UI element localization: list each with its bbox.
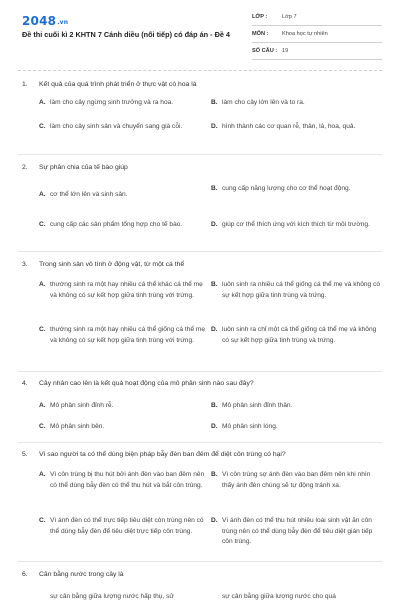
option-letter: C. — [39, 123, 46, 130]
question-text: Cây nhân cao lên là kết quả hoạt động của mô phân sinh nào sau đây? — [39, 380, 254, 387]
meta-row-subject — [252, 29, 382, 43]
question-separator — [18, 561, 382, 562]
question-separator — [18, 251, 382, 252]
option-letter: A. — [39, 281, 46, 288]
option-text: luôn sinh ra nhiều cá thể giống cá thể mẹ và không có sự kết hợp giữa tinh trùng và trứng. — [222, 281, 380, 299]
site-logo[interactable] — [22, 14, 68, 28]
header-divider — [18, 70, 382, 71]
logo-text: 2048 — [22, 14, 57, 28]
option-letter: C. — [39, 423, 46, 430]
option-letter: C. — [39, 517, 46, 524]
option-text: thường sinh ra một hay nhiều cá thể giống cá thể mẹ và không có sự kết hợp giữa tinh trùng với trứng. — [50, 326, 205, 344]
option-text: thường sinh ra một hay nhiều cá thể khác cá thể mẹ và không có sự kết hợp giữa tinh trùng với trứng. — [50, 281, 203, 299]
meta-value: Khoa học tự nhiên — [282, 31, 328, 37]
question-1 — [22, 80, 382, 130]
option-letter: A. — [39, 99, 46, 106]
question-4 — [22, 379, 382, 430]
question-stem — [22, 80, 382, 90]
question-stem — [22, 379, 382, 389]
meta-row-grade — [252, 12, 382, 26]
option-letter: D. — [211, 423, 218, 430]
page-header — [0, 0, 400, 66]
question-number: 6. — [22, 571, 28, 578]
question-stem — [22, 260, 382, 270]
question-text: Trong sinh sản vô tính ở động vật, từ một cá thể — [39, 261, 185, 268]
logo-suffix: .vn — [57, 19, 69, 26]
question-text: Vì sao người ta có thể dùng biện pháp bẫy đèn ban đêm để diệt côn trùng có hại? — [39, 451, 286, 458]
option-letter: A. — [39, 191, 46, 198]
option-letter: D. — [211, 326, 218, 333]
option-text: Vì ánh đèn có thể thu hút nhiều loài sinh vật ăn côn trùng nên có thể dùng bẫy đèn để tiêu diệt gián tiếp côn trùng. — [222, 517, 373, 545]
option-text: cơ thể lớn lên và sinh sản. — [50, 191, 128, 198]
option-letter: C. — [39, 221, 46, 228]
question-stem — [22, 450, 382, 460]
question-text: Kết quả của quá trình phát triển ở thực vật có hoa là — [39, 81, 197, 88]
option-text: giúp cơ thể thích ứng với kích thích từ môi trường. — [222, 221, 370, 228]
option-letter: B. — [211, 281, 218, 288]
option-letter: A. — [39, 471, 46, 478]
question-3 — [22, 260, 382, 344]
question-separator — [18, 371, 382, 372]
question-number: 1. — [22, 81, 28, 88]
option-text: làm cho cây sinh sản và chuyển sang già cỗi. — [50, 123, 183, 130]
option-text: làm cho cây ngừng sinh trưởng và ra hoa. — [50, 99, 174, 106]
meta-value: Lớp 7 — [282, 14, 297, 20]
option-text: làm cho cây lớn lên và to ra. — [222, 99, 305, 106]
question-text: Sự phân chia của tế bào giúp — [39, 164, 128, 171]
question-text: Cân bằng nước trong cây là — [39, 571, 124, 578]
option-text: Vì côn trùng bị thu hút bởi ánh đèn vào ban đêm nên có thể dùng bẫy đèn có thể thu hút và bắt côn trùng. — [50, 471, 205, 489]
question-6 — [22, 570, 382, 600]
option-text: cung cấp năng lượng cho cơ thể hoạt động. — [222, 185, 351, 192]
option-letter: A. — [39, 402, 46, 409]
question-number: 2. — [22, 164, 28, 171]
option-text: sự cân bằng giữa lượng nước hấp thụ, sử — [50, 593, 174, 600]
meta-value: 19 — [282, 48, 289, 54]
exam-title: Đề thi cuối kì 2 KHTN 7 Cánh diều (nối tiếp) có đáp án - Đề 4 — [22, 30, 230, 39]
option-text: Mô phân sinh đỉnh thân. — [222, 402, 293, 409]
question-separator — [18, 154, 382, 155]
question-number: 4. — [22, 380, 28, 387]
question-number: 5. — [22, 451, 28, 458]
option-letter: C. — [39, 326, 46, 333]
option-text: sự cân bằng giữa lượng nước cho quá — [222, 593, 336, 600]
option-letter: B. — [211, 99, 218, 106]
option-text: Mô phân sinh bên. — [50, 423, 105, 430]
option-letter: B. — [211, 185, 218, 192]
question-2 — [22, 163, 382, 228]
option-letter: D. — [211, 123, 218, 130]
option-letter: B. — [211, 471, 218, 478]
meta-key: LỚP : — [252, 14, 268, 20]
meta-key: MÔN : — [252, 31, 269, 37]
question-separator — [18, 442, 382, 443]
option-letter: D. — [211, 221, 218, 228]
option-letter: B. — [211, 402, 218, 409]
option-text: hình thành các cơ quan rễ, thân, lá, hoa, quả. — [222, 123, 356, 130]
option-text: Vì ánh đèn có thể trực tiếp tiêu diệt côn trùng nên có thể dùng bẫy đèn để tiêu diệt trực tiếp côn trùng. — [50, 517, 204, 535]
meta-key: SỐ CÂU : — [252, 48, 278, 54]
question-5 — [22, 450, 382, 545]
question-stem — [22, 163, 382, 173]
question-number: 3. — [22, 261, 28, 268]
option-text: cung cấp các sản phẩm tổng hợp cho tế bào. — [50, 221, 183, 228]
option-text: luôn sinh ra chỉ một cá thể giống cá thể mẹ và không có sự kết hợp giữa tinh trùng và trứng. — [222, 326, 377, 344]
question-stem — [22, 570, 382, 580]
option-letter: D. — [211, 517, 218, 524]
option-text: Vì côn trùng sợ ánh đèn vào ban đêm nên khi nhìn thấy ánh đèn chúng sẽ tự động tránh xa. — [222, 471, 371, 489]
option-text: Mô phân sinh lóng. — [222, 423, 278, 430]
option-text: Mô phân sinh đỉnh rễ. — [50, 402, 114, 409]
meta-row-count — [252, 46, 382, 60]
exam-meta — [252, 12, 382, 63]
